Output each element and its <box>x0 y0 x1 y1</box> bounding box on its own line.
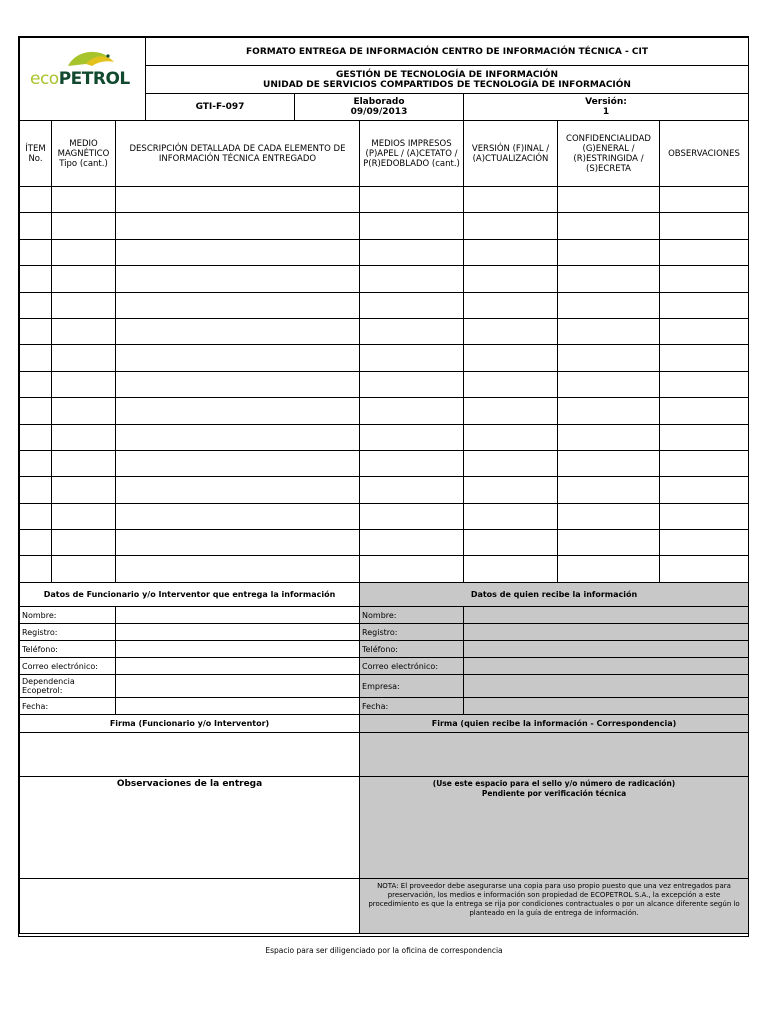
col-impresos: MEDIOS IMPRESOS (P)APEL / (A)CETATO / P(R)EDOBLADO (cant.) <box>360 121 464 187</box>
table-row <box>20 345 749 371</box>
version-cell <box>464 94 749 121</box>
entrega-field-value[interactable] <box>116 641 360 658</box>
cell-item[interactable] <box>20 187 52 213</box>
cell-item[interactable] <box>20 239 52 265</box>
cell-confidencialidad[interactable] <box>558 371 660 397</box>
table-row <box>20 556 749 582</box>
entrega-field-label: Registro: <box>20 624 116 641</box>
elaborado-cell <box>295 94 464 121</box>
recibe-field-label: Nombre: <box>360 607 464 624</box>
cell-medio[interactable] <box>52 318 116 344</box>
entrega-field-value[interactable] <box>116 675 360 698</box>
table-row <box>20 450 749 476</box>
cell-observaciones[interactable] <box>660 556 749 582</box>
entrega-field-value[interactable] <box>116 698 360 715</box>
cell-version[interactable] <box>464 266 558 292</box>
table-row <box>20 187 749 213</box>
cell-medio[interactable] <box>52 345 116 371</box>
table-row <box>20 266 749 292</box>
cell-observaciones[interactable] <box>660 187 749 213</box>
cell-impresos[interactable] <box>360 450 464 476</box>
form-code: GTI-F-097 <box>146 94 295 121</box>
cell-observaciones[interactable] <box>660 424 749 450</box>
cell-impresos[interactable] <box>360 371 464 397</box>
table-row <box>20 477 749 503</box>
cell-observaciones[interactable] <box>660 266 749 292</box>
field-row <box>20 658 749 675</box>
cell-medio[interactable] <box>52 450 116 476</box>
cell-impresos[interactable] <box>360 318 464 344</box>
cell-version[interactable] <box>464 556 558 582</box>
cell-confidencialidad[interactable] <box>558 450 660 476</box>
cell-confidencialidad[interactable] <box>558 292 660 318</box>
footer-note: Espacio para ser diligenciado por la oficina de correspondencia <box>265 946 503 955</box>
logo-cell <box>20 38 146 121</box>
recibe-field-label: Correo electrónico: <box>360 658 464 675</box>
parties-table <box>19 582 749 934</box>
cell-confidencialidad[interactable] <box>558 239 660 265</box>
field-row <box>20 641 749 658</box>
cell-version[interactable] <box>464 371 558 397</box>
col-descripcion: DESCRIPCIÓN DETALLADA DE CADA ELEMENTO DE INFORMACIÓN TÉCNICA ENTREGADO <box>116 121 360 187</box>
cell-descripcion[interactable] <box>116 213 360 239</box>
cell-observaciones[interactable] <box>660 371 749 397</box>
cell-descripcion[interactable] <box>116 503 360 529</box>
cell-version[interactable] <box>464 503 558 529</box>
cell-confidencialidad[interactable] <box>558 345 660 371</box>
cell-descripcion[interactable] <box>116 530 360 556</box>
cell-confidencialidad[interactable] <box>558 398 660 424</box>
cell-impresos[interactable] <box>360 213 464 239</box>
cell-confidencialidad[interactable] <box>558 213 660 239</box>
cell-observaciones[interactable] <box>660 477 749 503</box>
form-sheet <box>18 36 749 937</box>
cell-descripcion[interactable] <box>116 318 360 344</box>
sello-box[interactable] <box>360 777 749 879</box>
cell-item[interactable] <box>20 292 52 318</box>
items-table <box>19 120 749 583</box>
cell-descripcion[interactable] <box>116 477 360 503</box>
recibe-field-value[interactable] <box>464 607 749 624</box>
col-version: VERSIÓN (F)INAL / (A)CTUALIZACIÓN <box>464 121 558 187</box>
entrega-field-label: Nombre: <box>20 607 116 624</box>
items-body <box>20 187 749 583</box>
cell-observaciones[interactable] <box>660 239 749 265</box>
cell-medio[interactable] <box>52 187 116 213</box>
cell-medio[interactable] <box>52 477 116 503</box>
cell-confidencialidad[interactable] <box>558 187 660 213</box>
cell-medio[interactable] <box>52 424 116 450</box>
cell-descripcion[interactable] <box>116 292 360 318</box>
entrega-firma-title: Firma (Funcionario y/o Interventor) <box>20 715 360 733</box>
cell-item[interactable] <box>20 424 52 450</box>
subtitle-line-1: GESTIÓN DE TECNOLOGÍA DE INFORMACIÓN <box>336 69 558 80</box>
table-row <box>20 292 749 318</box>
cell-item[interactable] <box>20 450 52 476</box>
entrega-field-label: Teléfono: <box>20 641 116 658</box>
cell-item[interactable] <box>20 556 52 582</box>
cell-observaciones[interactable] <box>660 318 749 344</box>
cell-medio[interactable] <box>52 239 116 265</box>
form-subtitle <box>146 66 749 94</box>
items-header-row <box>20 121 749 187</box>
recibe-field-label: Empresa: <box>360 675 464 698</box>
recibe-field-label: Registro: <box>360 624 464 641</box>
cell-impresos[interactable] <box>360 187 464 213</box>
nota-text: NOTA: El proveedor debe asegurarse una copia para uso propio puesto que una vez entregados para preservación, los medios e información son propiedad de ECOPETROL S.A., la excepción a este procedimiento es que la entrega se rija por condiciones contractuales o por un alcance diferente según lo planteado en la guía de entrega de información. <box>368 882 740 917</box>
cell-descripcion[interactable] <box>116 345 360 371</box>
col-observaciones: OBSERVACIONES <box>660 121 749 187</box>
cell-impresos[interactable] <box>360 424 464 450</box>
recibe-field-value[interactable] <box>464 658 749 675</box>
cell-confidencialidad[interactable] <box>558 556 660 582</box>
recibe-firma-box[interactable] <box>360 733 749 777</box>
field-row <box>20 624 749 641</box>
cell-medio[interactable] <box>52 213 116 239</box>
cell-confidencialidad[interactable] <box>558 424 660 450</box>
cell-version[interactable] <box>464 292 558 318</box>
recibe-field-label: Teléfono: <box>360 641 464 658</box>
entrega-section-title: Datos de Funcionario y/o Interventor que entrega la información <box>20 583 360 607</box>
table-row <box>20 318 749 344</box>
cell-item[interactable] <box>20 477 52 503</box>
logo-petrol-text: PETROL <box>58 69 130 89</box>
cell-version[interactable] <box>464 477 558 503</box>
entrega-observaciones-title: Observaciones de la entrega <box>116 779 263 789</box>
nota-box <box>360 879 749 934</box>
cell-observaciones[interactable] <box>660 345 749 371</box>
table-row <box>20 213 749 239</box>
entrega-observaciones-box-lower[interactable] <box>20 879 360 934</box>
col-confidencialidad: CONFIDENCIALIDAD (G)ENERAL / (R)ESTRINGIDA / (S)ECRETA <box>558 121 660 187</box>
cell-confidencialidad[interactable] <box>558 266 660 292</box>
cell-descripcion[interactable] <box>116 266 360 292</box>
pendiente-text: Pendiente por verificación técnica <box>481 789 627 798</box>
entrega-field-value[interactable] <box>116 658 360 675</box>
cell-observaciones[interactable] <box>660 450 749 476</box>
version-value: 1 <box>602 107 610 117</box>
cell-observaciones[interactable] <box>660 213 749 239</box>
cell-confidencialidad[interactable] <box>558 318 660 344</box>
cell-descripcion[interactable] <box>116 398 360 424</box>
entrega-field-label: Correo electrónico: <box>20 658 116 675</box>
cell-version[interactable] <box>464 187 558 213</box>
form-header <box>19 37 749 121</box>
cell-version[interactable] <box>464 318 558 344</box>
cell-observaciones[interactable] <box>660 292 749 318</box>
cell-item[interactable] <box>20 530 52 556</box>
cell-observaciones[interactable] <box>660 398 749 424</box>
field-row <box>20 607 749 624</box>
col-item: ÍTEM No. <box>20 121 52 187</box>
recibe-field-value[interactable] <box>464 624 749 641</box>
cell-version[interactable] <box>464 239 558 265</box>
cell-medio[interactable] <box>52 371 116 397</box>
cell-descripcion[interactable] <box>116 187 360 213</box>
logo-eco-text: eco <box>30 69 59 89</box>
entrega-field-value[interactable] <box>116 607 360 624</box>
table-row <box>20 530 749 556</box>
cell-item[interactable] <box>20 266 52 292</box>
cell-impresos[interactable] <box>360 266 464 292</box>
sello-text: (Use este espacio para el sello y/o número de radicación) <box>432 779 676 788</box>
elaborado-date: 09/09/2013 <box>350 107 408 117</box>
cell-descripcion[interactable] <box>116 450 360 476</box>
logo-wordmark <box>30 69 130 89</box>
cell-version[interactable] <box>464 213 558 239</box>
recibe-field-value[interactable] <box>464 698 749 715</box>
form-title: FORMATO ENTREGA DE INFORMACIÓN CENTRO DE INFORMACIÓN TÉCNICA - CIT <box>146 38 749 66</box>
fields-body <box>20 607 749 715</box>
cell-impresos[interactable] <box>360 530 464 556</box>
cell-descripcion[interactable] <box>116 556 360 582</box>
cell-impresos[interactable] <box>360 345 464 371</box>
cell-observaciones[interactable] <box>660 503 749 529</box>
cell-version[interactable] <box>464 530 558 556</box>
version-label: Versión: <box>585 97 627 107</box>
ecopetrol-logo <box>28 60 140 100</box>
cell-impresos[interactable] <box>360 503 464 529</box>
cell-item[interactable] <box>20 213 52 239</box>
col-medio: MEDIO MAGNÉTICO Tipo (cant.) <box>52 121 116 187</box>
cell-impresos[interactable] <box>360 477 464 503</box>
table-row <box>20 503 749 529</box>
entrega-observaciones-box[interactable] <box>20 777 360 879</box>
cell-confidencialidad[interactable] <box>558 530 660 556</box>
table-row <box>20 371 749 397</box>
cell-item[interactable] <box>20 371 52 397</box>
table-row <box>20 239 749 265</box>
field-row <box>20 698 749 715</box>
cell-item[interactable] <box>20 503 52 529</box>
cell-medio[interactable] <box>52 530 116 556</box>
table-row <box>20 398 749 424</box>
cell-confidencialidad[interactable] <box>558 503 660 529</box>
cell-confidencialidad[interactable] <box>558 477 660 503</box>
cell-impresos[interactable] <box>360 292 464 318</box>
table-row <box>20 424 749 450</box>
cell-version[interactable] <box>464 450 558 476</box>
cell-descripcion[interactable] <box>116 371 360 397</box>
cell-version[interactable] <box>464 424 558 450</box>
recibe-firma-title: Firma (quien recibe la información - Correspondencia) <box>360 715 749 733</box>
recibe-field-value[interactable] <box>464 675 749 698</box>
cell-impresos[interactable] <box>360 398 464 424</box>
field-row <box>20 675 749 698</box>
cell-impresos[interactable] <box>360 239 464 265</box>
cell-medio[interactable] <box>52 398 116 424</box>
cell-medio[interactable] <box>52 266 116 292</box>
elaborado-label: Elaborado <box>353 97 405 107</box>
entrega-firma-box[interactable] <box>20 733 360 777</box>
cell-medio[interactable] <box>52 292 116 318</box>
cell-version[interactable] <box>464 345 558 371</box>
recibe-field-label: Fecha: <box>360 698 464 715</box>
entrega-field-value[interactable] <box>116 624 360 641</box>
cell-impresos[interactable] <box>360 556 464 582</box>
cell-medio[interactable] <box>52 503 116 529</box>
recibe-section-title: Datos de quien recibe la información <box>360 583 749 607</box>
entrega-field-label: Fecha: <box>20 698 116 715</box>
cell-medio[interactable] <box>52 556 116 582</box>
cell-item[interactable] <box>20 345 52 371</box>
cell-descripcion[interactable] <box>116 424 360 450</box>
cell-item[interactable] <box>20 398 52 424</box>
recibe-field-value[interactable] <box>464 641 749 658</box>
cell-observaciones[interactable] <box>660 530 749 556</box>
entrega-field-label: Dependencia Ecopetrol: <box>20 675 116 698</box>
cell-item[interactable] <box>20 318 52 344</box>
cell-descripcion[interactable] <box>116 239 360 265</box>
subtitle-line-2: UNIDAD DE SERVICIOS COMPARTIDOS DE TECNOLOGÍA DE INFORMACIÓN <box>263 79 631 90</box>
cell-version[interactable] <box>464 398 558 424</box>
